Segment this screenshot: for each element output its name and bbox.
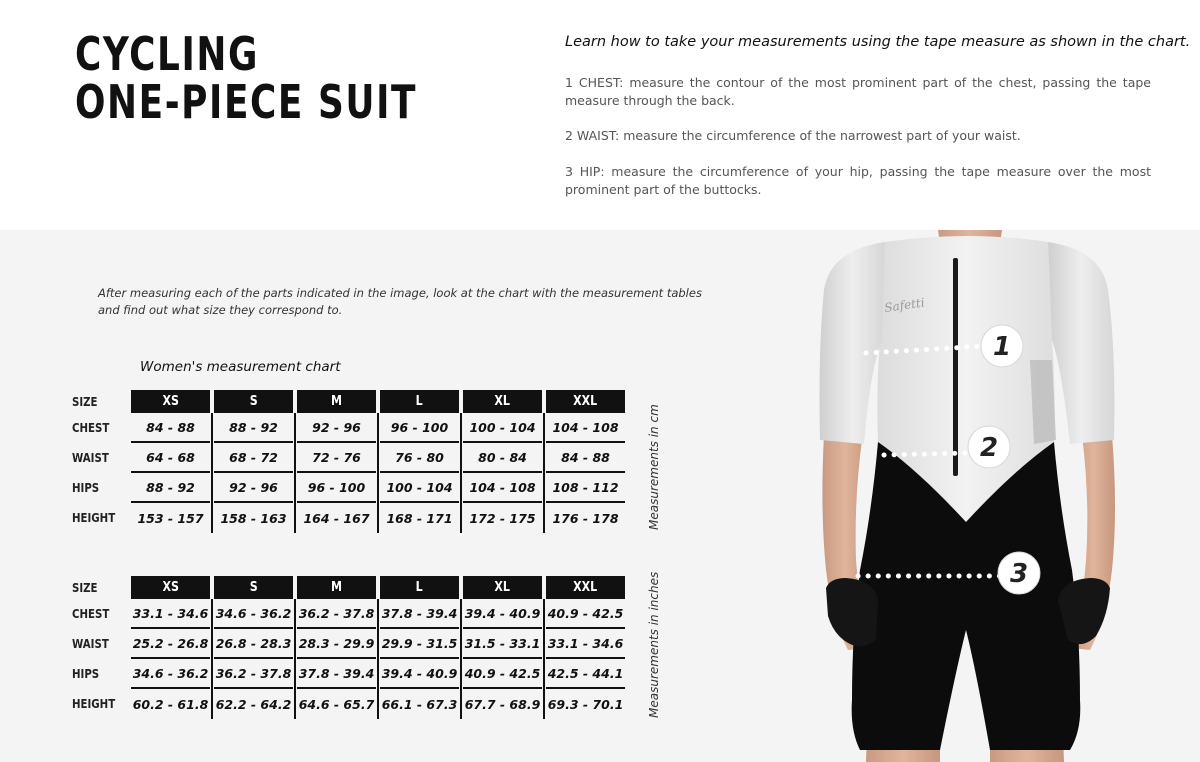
marker-3 xyxy=(998,552,1040,594)
size-header: XXL xyxy=(545,390,626,413)
instruction-waist: 2 WAIST: measure the circumference of the narrowest part of your waist. xyxy=(565,128,1021,143)
table-cell: 158 - 163 xyxy=(213,503,296,533)
table-row-waist xyxy=(72,443,626,473)
size-header: XL xyxy=(462,390,545,413)
title-line-1: CYCLING xyxy=(75,27,259,81)
row-label-waist: WAIST xyxy=(72,451,109,465)
left-glove xyxy=(826,578,878,646)
row-label-size: SIZE xyxy=(72,580,98,595)
brand-mark: Safetti xyxy=(883,295,926,315)
svg-text:1: 1 xyxy=(992,332,1012,362)
after-measuring-text: After measuring each of the parts indicated in the image, look at the chart with the measurement tables and find out what size they correspond to. xyxy=(98,286,702,317)
table-cell: 176 - 178 xyxy=(552,511,619,526)
table-cell: 67.7 - 68.9 xyxy=(462,689,545,719)
table-cell: 34.6 - 36.2 xyxy=(213,599,296,629)
size-table-inches xyxy=(72,576,626,719)
table-cell: 153 - 157 xyxy=(130,503,213,533)
table-row-height xyxy=(72,503,626,533)
table-cell: 69.3 - 70.1 xyxy=(547,697,624,712)
zipper xyxy=(953,258,958,476)
instruction-hip: 3 HIP: measure the circumference of your hip, passing the tape measure over the most prominent part of the buttocks. xyxy=(565,164,1151,197)
size-header: XS xyxy=(130,390,213,413)
table-cell: 37.8 - 39.4 xyxy=(379,599,462,629)
table-cell: 29.9 - 31.5 xyxy=(379,629,462,659)
row-label-height: HEIGHT xyxy=(72,697,116,711)
marker-2 xyxy=(968,426,1010,468)
table-cell: 62.2 - 64.2 xyxy=(213,689,296,719)
table-cell: 66.1 - 67.3 xyxy=(379,689,462,719)
table-cell: 80 - 84 xyxy=(462,443,545,473)
row-label-hips: HIPS xyxy=(72,667,100,681)
table-cell: 84 - 88 xyxy=(130,413,213,443)
table-cell: 100 - 104 xyxy=(379,473,462,503)
table-cell: 31.5 - 33.1 xyxy=(462,629,545,659)
table-cell: 84 - 88 xyxy=(545,443,626,473)
row-label-height: HEIGHT xyxy=(72,511,116,525)
table-cell: 96 - 100 xyxy=(296,473,379,503)
table-cell: 40.9 - 42.5 xyxy=(462,659,545,689)
table-cell: 88 - 92 xyxy=(130,473,213,503)
instruction-chest: 1 CHEST: measure the contour of the most prominent part of the chest, passing the tape measure through the back. xyxy=(565,75,1151,108)
table-cell: 164 - 167 xyxy=(296,503,379,533)
row-label-chest: CHEST xyxy=(72,421,110,435)
table-cell: 92 - 96 xyxy=(213,473,296,503)
table-cell: 108 - 112 xyxy=(545,473,626,503)
table-cell: 64 - 68 xyxy=(130,443,213,473)
table-cell: 60.2 - 61.8 xyxy=(130,689,213,719)
table-cell: 37.8 - 39.4 xyxy=(296,659,379,689)
table-cell: 168 - 171 xyxy=(379,503,462,533)
size-header: S xyxy=(213,576,296,599)
table-cell: 68 - 72 xyxy=(213,443,296,473)
table-cell: 33.1 - 34.6 xyxy=(545,629,626,659)
suit-illustration xyxy=(790,230,1200,762)
marker-1 xyxy=(981,325,1023,367)
table-cell: 76 - 80 xyxy=(379,443,462,473)
table-row-chest xyxy=(72,413,626,443)
inches-side-label: Measurements in inches xyxy=(647,571,661,718)
left-sleeve xyxy=(820,242,886,444)
row-label-size: SIZE xyxy=(72,394,98,409)
table-cell: 26.8 - 28.3 xyxy=(213,629,296,659)
size-header: L xyxy=(379,390,462,413)
row-label-chest: CHEST xyxy=(72,607,110,621)
table-row-chest xyxy=(72,599,626,629)
title-line-2: ONE-PIECE SUIT xyxy=(75,75,418,129)
row-label-waist: WAIST xyxy=(72,637,109,651)
size-header: S xyxy=(213,390,296,413)
svg-text:2: 2 xyxy=(979,433,999,463)
chart-title: Women's measurement chart xyxy=(140,359,341,375)
table-cell: 28.3 - 29.9 xyxy=(296,629,379,659)
size-header: XXL xyxy=(545,576,626,599)
table-cell: 34.6 - 36.2 xyxy=(130,659,213,689)
right-sleeve xyxy=(1048,242,1114,444)
size-header: L xyxy=(379,576,462,599)
table-cell: 39.4 - 40.9 xyxy=(379,659,462,689)
table-cell: 42.5 - 44.1 xyxy=(545,659,626,689)
table-cell: 172 - 175 xyxy=(462,503,545,533)
size-header: M xyxy=(296,576,379,599)
table-cell: 33.1 - 34.6 xyxy=(130,599,213,629)
intro-lead: Learn how to take your measurements using the tape measure as shown in the chart. xyxy=(565,34,1191,50)
size-header: XS xyxy=(130,576,213,599)
size-header: XL xyxy=(462,576,545,599)
table-cell: 36.2 - 37.8 xyxy=(213,659,296,689)
table-cell: 104 - 108 xyxy=(545,413,626,443)
table-cell: 96 - 100 xyxy=(379,413,462,443)
table-row-waist xyxy=(72,629,626,659)
cm-side-label: Measurements in cm xyxy=(647,404,661,530)
table-cell: 64.6 - 65.7 xyxy=(296,689,379,719)
page-title xyxy=(75,27,418,129)
table-cell: 36.2 - 37.8 xyxy=(296,599,379,629)
table-cell: 72 - 76 xyxy=(296,443,379,473)
table-cell: 25.2 - 26.8 xyxy=(130,629,213,659)
table-row-hips xyxy=(72,473,626,503)
size-table-cm xyxy=(72,390,626,533)
table-row-height xyxy=(72,689,626,719)
svg-text:3: 3 xyxy=(1009,559,1029,589)
table-cell: 39.4 - 40.9 xyxy=(462,599,545,629)
size-header: M xyxy=(296,390,379,413)
table-cell: 104 - 108 xyxy=(462,473,545,503)
table-cell: 40.9 - 42.5 xyxy=(545,599,626,629)
row-label-hips: HIPS xyxy=(72,481,100,495)
table-cell: 100 - 104 xyxy=(462,413,545,443)
mesh-panel xyxy=(1030,360,1056,444)
table-cell: 88 - 92 xyxy=(213,413,296,443)
table-row-hips xyxy=(72,659,626,689)
table-cell: 92 - 96 xyxy=(296,413,379,443)
